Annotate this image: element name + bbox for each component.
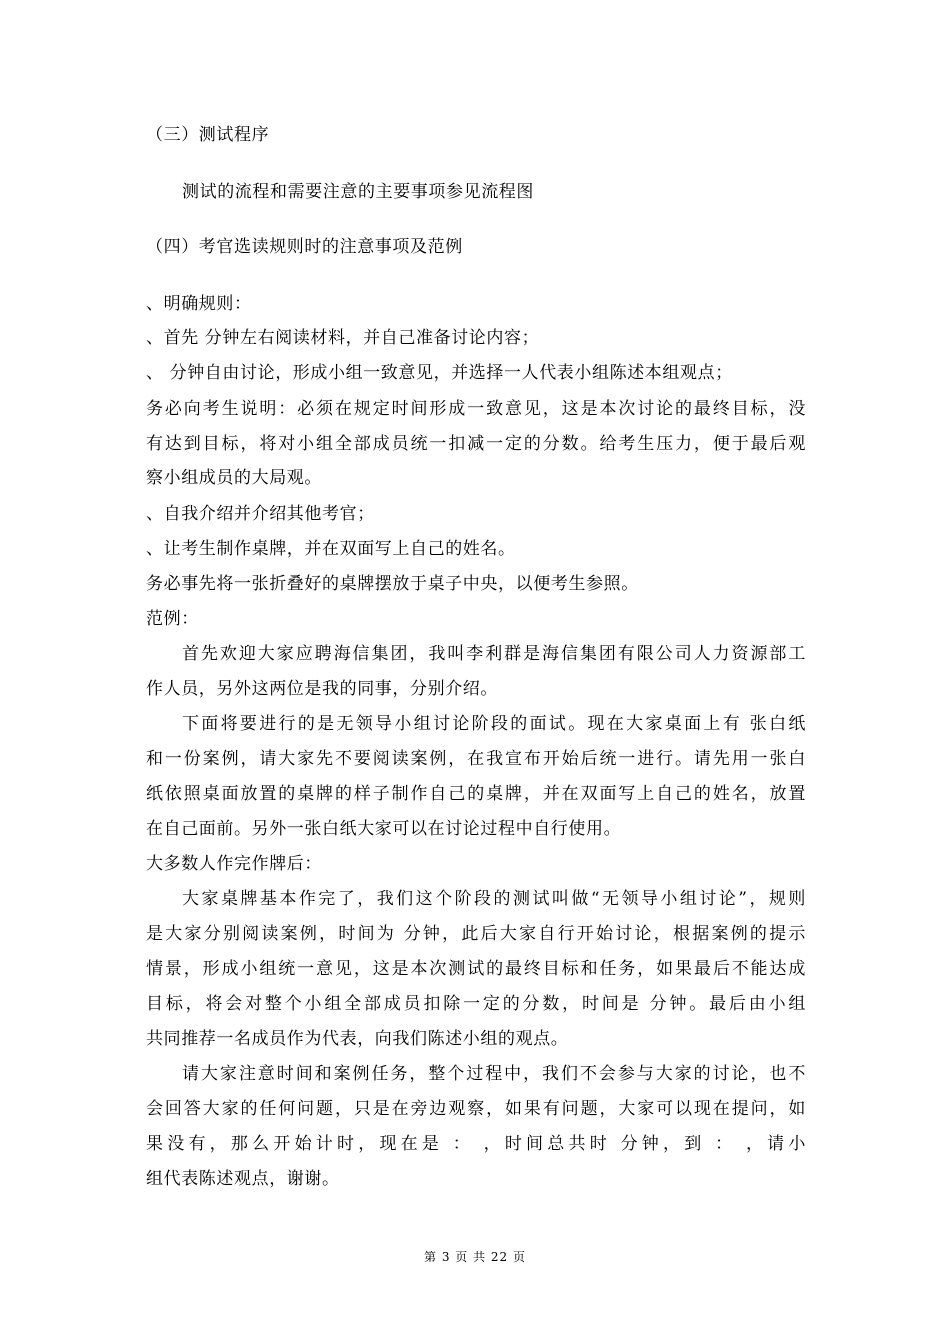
must-note-2: 务必事先将一张折叠好的桌牌摆放于桌子中央，以便考生参照。	[146, 574, 639, 594]
after-label: 大多数人作完作牌后：	[146, 854, 322, 874]
paragraph-line: 和一份案例，请大家先不要阅读案例，在我宣布开始后统一进行。请先用一张白	[146, 749, 806, 769]
rule-3: 、自我介绍并介绍其他考官；	[146, 504, 375, 524]
paragraph-line: 是大家分别阅读案例，时间为 分钟，此后大家自行开始讨论，根据案例的提示	[146, 924, 806, 944]
example-label: 范例：	[146, 609, 199, 629]
paragraph-line: 纸依照桌面放置的桌牌的样子制作自己的桌牌，并在双面写上自己的姓名，放置	[146, 784, 806, 804]
paragraph-line: 请大家注意时间和案例任务，整个过程中，我们不会参与大家的讨论，也不	[182, 1064, 806, 1084]
paragraph-line: 在自己面前。另外一张白纸大家可以在讨论过程中自行使用。	[146, 819, 622, 839]
rules-intro: 、明确规则：	[146, 294, 252, 314]
section-heading-4: （四）考官选读规则时的注意事项及范例	[146, 237, 463, 257]
paragraph-line: 大家桌牌基本作完了，我们这个阶段的测试叫做“无领导小组讨论”，规则	[182, 889, 806, 909]
page-footer: 第 3 页 共 22 页	[424, 1250, 526, 1264]
paragraph-line: 共同推荐一名成员作为代表，向我们陈述小组的观点。	[146, 1029, 569, 1049]
must-note-line: 有达到目标，将对小组全部成员统一扣减一定的分数。给考生压力，便于最后观	[146, 434, 806, 454]
paragraph-line: 情景，形成小组统一意见，这是本次测试的最终目标和任务，如果最后不能达成	[146, 959, 806, 979]
must-note-line: 务必向考生说明：必须在规定时间形成一致意见，这是本次讨论的最终目标，没	[146, 399, 806, 419]
rule-4: 、让考生制作桌牌，并在双面写上自己的姓名。	[146, 539, 516, 559]
paragraph-line: 作人员，另外这两位是我的同事，分别介绍。	[146, 679, 498, 699]
paragraph-line: 首先欢迎大家应聘海信集团，我叫李利群是海信集团有限公司人力资源部工	[182, 644, 806, 664]
paragraph-line: 目标，将会对整个小组全部成员扣除一定的分数，时间是 分钟。最后由小组	[146, 994, 806, 1014]
section-heading-3: （三）测试程序	[146, 125, 270, 145]
paragraph-line: 下面将要进行的是无领导小组讨论阶段的面试。现在大家桌面上有 张白纸	[182, 714, 806, 734]
paragraph-line: 果没有，那么开始计时，现在是 ： ，时间总共时 分钟，到 ： ，请小	[146, 1134, 806, 1154]
flow-note: 测试的流程和需要注意的主要事项参见流程图	[182, 182, 534, 202]
rule-2: 、 分钟自由讨论，形成小组一致意见，并选择一人代表小组陈述本组观点；	[146, 363, 733, 383]
must-note-line: 察小组成员的大局观。	[146, 468, 322, 488]
paragraph-line: 会回答大家的任何问题，只是在旁边观察，如果有问题，大家可以现在提问，如	[146, 1099, 806, 1119]
paragraph-line: 组代表陈述观点，谢谢。	[146, 1169, 340, 1189]
rule-1: 、首先 分钟左右阅读材料，并自己准备讨论内容；	[146, 328, 540, 348]
